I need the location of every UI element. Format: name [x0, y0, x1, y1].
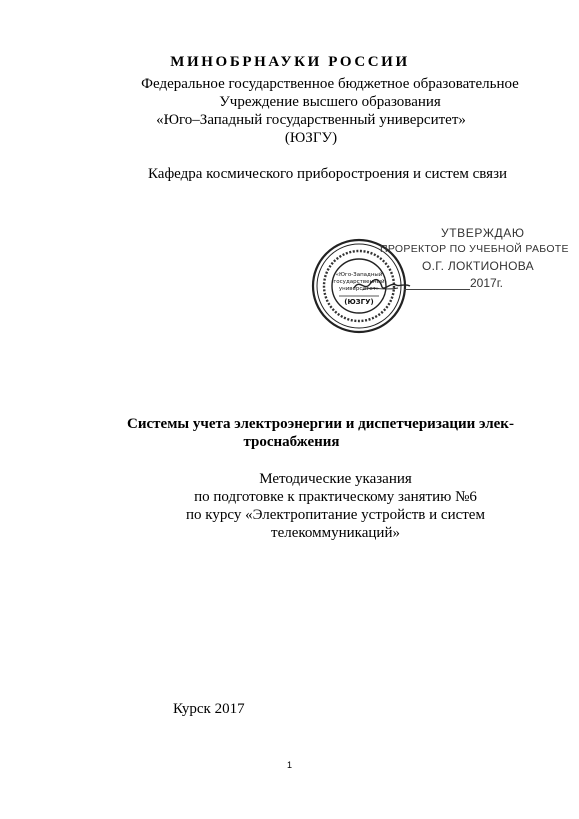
city-year: Курск 2017	[173, 701, 245, 717]
page-number: 1	[286, 760, 292, 770]
org-line-2: Учреждение высшего образования	[219, 94, 441, 110]
department-name: Кафедра космического приборостроения и систем связи	[148, 166, 508, 182]
approval-post: ПРОРЕКТОР ПО УЧЕБНОЙ РАБОТЕ	[380, 243, 569, 255]
subtitle-line-3: по курсу «Электропитание устройств и систем	[186, 507, 485, 523]
seal-text-2: государственный	[333, 279, 385, 285]
seal-abbr: (ЮЗГУ)	[344, 298, 374, 306]
approval-title: УТВЕРЖДАЮ	[441, 226, 525, 240]
seal-text-3: университет»	[338, 286, 380, 292]
approval-name: О.Г. ЛОКТИОНОВА	[422, 259, 534, 273]
title-line-2: троснабжения	[243, 434, 340, 450]
seal-text-1: «Юго-Западный	[335, 272, 383, 278]
date-underline	[404, 289, 470, 290]
ministry-heading: МИНОБРНАУКИ РОССИИ	[170, 54, 410, 70]
org-abbreviation: (ЮЗГУ)	[284, 130, 338, 146]
subtitle-line-2: по подготовке к практическому занятию №6	[194, 489, 477, 505]
subtitle-line-1: Методические указания	[259, 471, 412, 487]
signature-icon	[352, 276, 412, 294]
title-line-1: Системы учета электроэнергии и диспетчеризации элек-	[127, 416, 514, 432]
document-title	[0, 415, 579, 451]
approval-date: 2017г.	[470, 276, 503, 290]
org-line-1: Федеральное государственное бюджетное образовательное	[141, 76, 519, 92]
subtitle-line-4: телекоммуникаций»	[271, 525, 400, 541]
document-subtitle	[0, 470, 579, 542]
org-line-3: «Юго–Западный государственный университет»	[156, 112, 466, 128]
